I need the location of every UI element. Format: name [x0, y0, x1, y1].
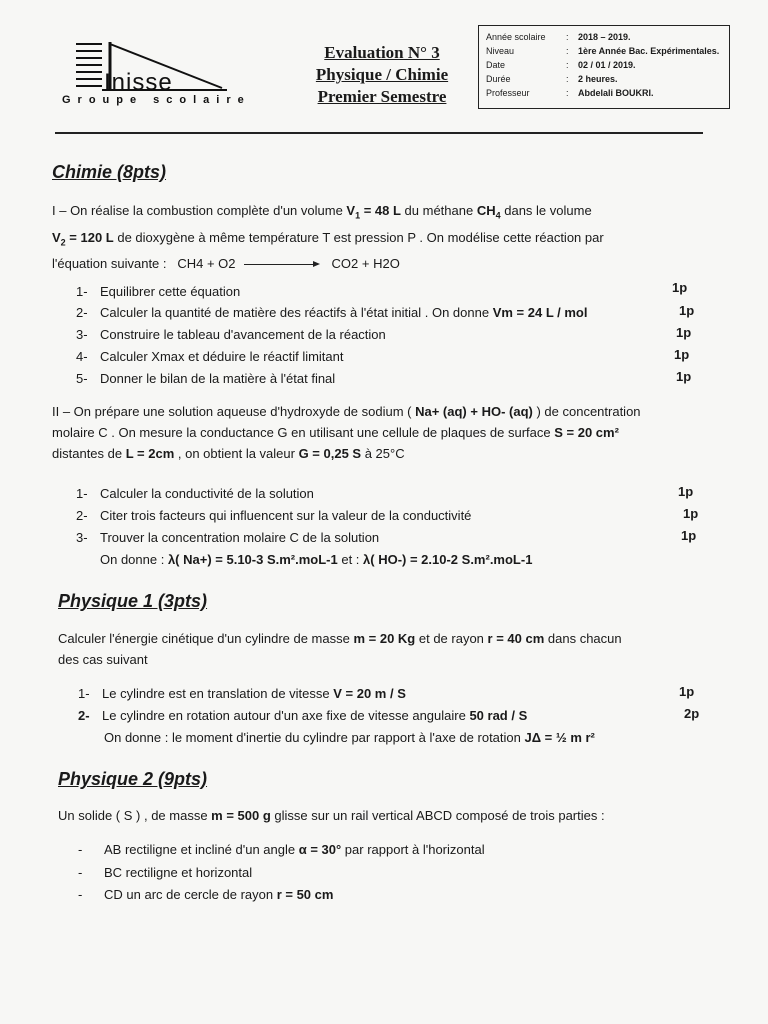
- question-item: 2- Le cylindre en rotation autour d'un axe fixe de vitesse angulaire 50 rad / S: [78, 708, 528, 723]
- header-divider: [55, 132, 703, 134]
- physique1-title: Physique 1 (3pts): [58, 591, 208, 611]
- question-points: 2p: [684, 706, 700, 721]
- info-key: Année scolaire: [486, 32, 546, 42]
- question-item: 3- Trouver la concentration molaire C de la solution: [76, 530, 380, 545]
- question-points: 1p: [674, 347, 690, 362]
- bullet-item: - BC rectiligne et horizontal: [78, 865, 253, 880]
- info-value: 2018 – 2019.: [578, 32, 631, 42]
- physique2-title: Physique 2 (9pts): [58, 769, 208, 789]
- info-row: Année scolaire : 2018 – 2019.: [486, 32, 631, 42]
- question-points: 1p: [679, 303, 695, 318]
- info-value: 02 / 01 / 2019.: [578, 60, 636, 70]
- chimie-title: Chimie (8pts): [52, 162, 167, 182]
- info-key: Niveau: [486, 46, 515, 56]
- info-key: Professeur: [486, 88, 530, 98]
- info-row: Date : 02 / 01 / 2019.: [486, 60, 636, 70]
- info-value: 1ère Année Bac. Expérimentales.: [578, 46, 720, 56]
- chimie-part1-text: I – On réalise la combustion complète d'un volume $V_1 = 48$ L du méthane $CH_4$ dans le volume $V_2 = 120$ L de dioxygène à même température T est pression P . On modélise cette réaction par l'équation suivante : CH4 + O2 CO2 + H2O: [52, 203, 604, 272]
- equation-right: CO2 + H2O: [331, 256, 400, 272]
- given-data: On donne : le moment d'inertie du cylindre par rapport à l'axe de rotation JΔ = ½ m r²: [104, 730, 595, 745]
- bullet-item: - AB rectiligne et incliné d'un angle α = 30° par rapport à l'horizontal: [78, 842, 485, 857]
- given-data: On donne : λ( Na+) = 5.10-3 S.m².moL-1 et : λ( HO-) = 2.10-2 S.m².moL-1: [100, 552, 533, 567]
- chimie-part2-text: II – On prépare une solution aqueuse d'hydroxyde de sodium ( Na+ (aq) + HO- (aq) ) de concentration molaire C . On mesure la conductance G en utilisant une cellule de plaques de surface S = 20 cm² distantes de L = 2cm , on obtient la valeur G = 0,25 S à 25°C: [52, 404, 641, 461]
- question-points: 1p: [681, 528, 697, 543]
- logo-name: Inisse: [104, 69, 173, 96]
- question-item: 3- Construire le tableau d'avancement de la réaction: [76, 327, 386, 342]
- question-item: 1- Equilibrer cette équation: [76, 284, 241, 299]
- physique2-intro: Un solide ( S ) , de masse m = 500 g glisse sur un rail vertical ABCD composé de trois parties :: [58, 808, 605, 823]
- reaction-arrow-icon: [244, 264, 318, 265]
- info-row: Durée : 2 heures.: [486, 74, 618, 84]
- question-item: 5- Donner le bilan de la matière à l'état final: [76, 371, 336, 386]
- info-key: Durée: [486, 74, 511, 84]
- bullet-item: - CD un arc de cercle de rayon r = 50 cm: [78, 887, 334, 902]
- question-points: 1p: [676, 325, 692, 340]
- title-line: Evaluation N° 3: [324, 43, 440, 62]
- info-value: Abdelali BOUKRI.: [578, 88, 654, 98]
- question-item: 2- Calculer la quantité de matière des réactifs à l'état initial . On donne Vm = 24 L / mol: [76, 305, 588, 320]
- info-box: [478, 25, 730, 109]
- question-points: 1p: [676, 369, 692, 384]
- title-line: Physique / Chimie: [315, 65, 449, 84]
- question-points: 1p: [679, 684, 695, 699]
- info-value: 2 heures.: [578, 74, 618, 84]
- equation-left: CH4 + O2: [177, 256, 236, 272]
- info-row: Professeur : Abdelali BOUKRI.: [486, 88, 654, 98]
- question-item: 1- Calculer la conductivité de la solution: [76, 486, 314, 501]
- question-points: 1p: [672, 280, 688, 295]
- question-points: 1p: [678, 484, 694, 499]
- physique1-intro: Calculer l'énergie cinétique d'un cylindre de masse m = 20 Kg et de rayon r = 40 cm dans chacun des cas suivant: [58, 631, 622, 667]
- question-item: 2- Citer trois facteurs qui influencent sur la valeur de la conductivité: [76, 508, 472, 523]
- info-key: Date: [486, 60, 506, 70]
- question-points: 1p: [683, 506, 699, 521]
- question-item: 4- Calculer Xmax et déduire le réactif limitant: [76, 349, 344, 364]
- logo-subtitle: Groupe scolaire: [62, 94, 251, 106]
- title-line: Premier Semestre: [317, 87, 447, 106]
- info-row: Niveau : 1ère Année Bac. Expérimentales.: [486, 46, 720, 56]
- question-item: 1- Le cylindre est en translation de vitesse V = 20 m / S: [78, 686, 406, 701]
- exam-title: [292, 42, 472, 108]
